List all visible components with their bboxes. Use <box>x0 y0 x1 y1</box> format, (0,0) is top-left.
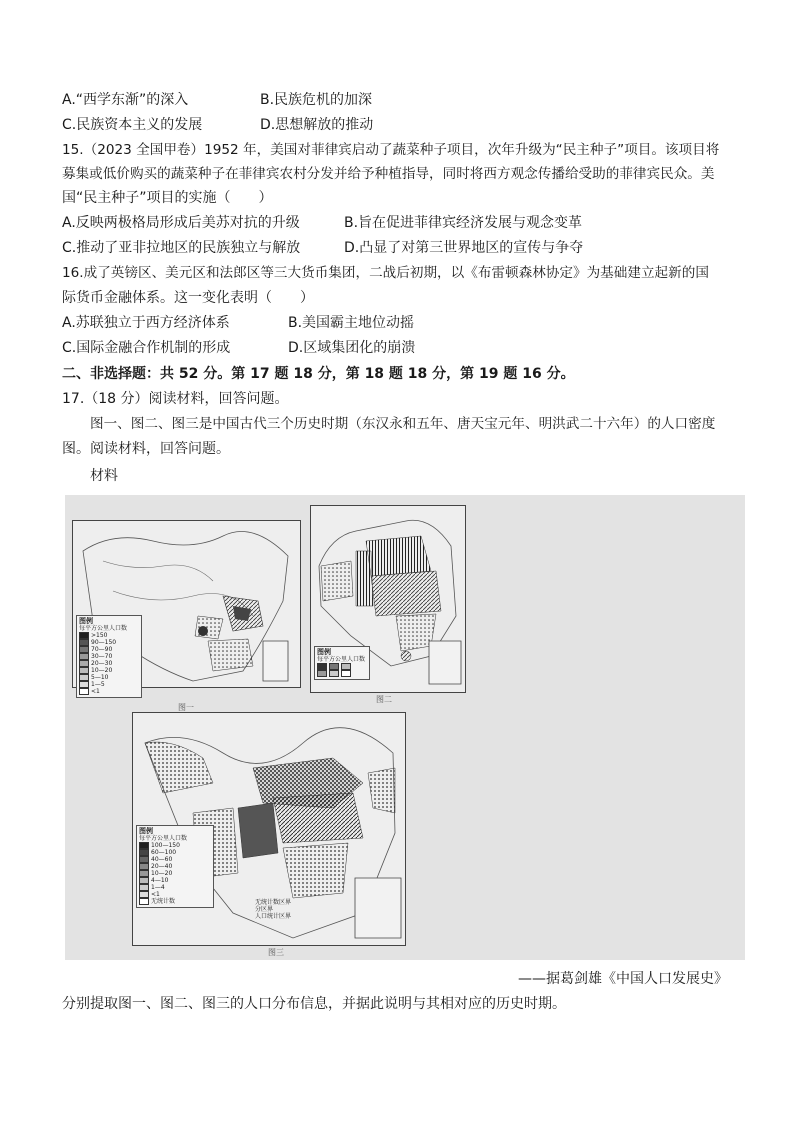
map-2-legend-title: 图例 <box>317 648 331 656</box>
legend-item: 30—70 <box>79 653 139 660</box>
q15-stem-line3: 国“民主种子”项目的实施（ ） <box>62 190 273 206</box>
legend-item: 10—20 <box>79 667 139 674</box>
legend-item: 4—10 <box>139 877 211 884</box>
map-figure-3 <box>132 712 406 946</box>
legend-swatch-row <box>317 663 367 670</box>
q15-option-d: D.凸显了对第三世界地区的宣传与争夺 <box>344 240 584 256</box>
map-3-legend <box>136 825 214 908</box>
map-1-legend-title: 图例 <box>79 617 93 625</box>
q15-stem-line2: 募集或低价购买的蔬菜种子在菲律宾农村分发并给予种植指导，同时将西方观念传播给受助的菲律宾民众。美 <box>62 166 715 182</box>
legend-boundary-item: 分区界 <box>255 906 274 913</box>
figure-2-caption: 图二 <box>376 695 392 704</box>
legend-item: 1—4 <box>139 884 211 891</box>
q16-option-d: D.区域集团化的崩溃 <box>288 340 416 356</box>
legend-item: 70—90 <box>79 646 139 653</box>
figure-1-caption: 图一 <box>178 703 194 712</box>
legend-item: 10—20 <box>139 870 211 877</box>
legend-boundary-item: 无统计数区界 <box>255 899 292 906</box>
legend-item: >150 <box>79 632 139 639</box>
legend-item: <1 <box>79 688 139 695</box>
map-figure-2 <box>310 505 466 693</box>
section2-title: 二、非选择题：共 52 分。第 17 题 18 分，第 18 题 18 分，第 19 题 16 分。 <box>62 366 575 382</box>
q14-option-c: C.民族资本主义的发展 <box>62 117 203 133</box>
source-citation: ——据葛剑雄《中国人口发展史》 <box>518 971 728 987</box>
q16-option-b: B.美国霸主地位动摇 <box>288 315 415 331</box>
legend-boundary-item: 人口统计区界 <box>255 913 292 920</box>
legend-item: 5—10 <box>79 674 139 681</box>
map-2-legend-subtitle: 每平方公里人口数 <box>317 656 366 663</box>
q17-intro: 17.（18 分）阅读材料，回答问题。 <box>62 391 289 407</box>
legend-item: 100—150 <box>139 842 211 849</box>
legend-item: 40—60 <box>139 856 211 863</box>
q17-question: 分别提取图一、图二、图三的人口分布信息，并据此说明与其相对应的历史时期。 <box>62 996 566 1012</box>
legend-item: 90—150 <box>79 639 139 646</box>
material-label: 材料 <box>90 468 118 484</box>
map-1-legend-subtitle: 每平方公里人口数 <box>79 625 128 632</box>
map-2-legend <box>314 646 370 680</box>
legend-swatch-row <box>317 670 367 677</box>
q14-option-a: A.“西学东渐”的深入 <box>62 92 189 108</box>
map-1-legend <box>76 615 142 698</box>
legend-item: <1 <box>139 891 211 898</box>
q16-stem-line2: 际货币金融体系。这一变化表明（ ） <box>62 290 314 306</box>
legend-item: 20—30 <box>79 660 139 667</box>
q15-stem-line1: 15.（2023 全国甲卷）1952 年，美国对菲律宾启动了蔬菜种子项目，次年升级为“民主种子”项目。该项目将 <box>62 142 720 158</box>
q17-desc-line2: 图。阅读材料，回答问题。 <box>62 441 230 457</box>
q14-option-d: D.思想解放的推动 <box>260 117 374 133</box>
legend-item: 1—5 <box>79 681 139 688</box>
map-3-legend-title: 图例 <box>139 827 153 835</box>
map-3-boundary-legend <box>253 897 347 922</box>
q14-option-b: B.民族危机的加深 <box>260 92 373 108</box>
map-figure-1 <box>72 520 301 695</box>
q15-option-a: A.反映两极格局形成后美苏对抗的升级 <box>62 215 300 231</box>
q15-option-b: B.旨在促进菲律宾经济发展与观念变革 <box>344 215 583 231</box>
q17-desc-line1: 图一、图二、图三是中国古代三个历史时期（东汉永和五年、唐天宝元年、明洪武二十六年）的人口密度 <box>90 416 716 432</box>
legend-item: 无统计数 <box>139 898 211 905</box>
figure-3-caption: 图三 <box>268 948 284 957</box>
q15-option-c: C.推动了亚非拉地区的民族独立与解放 <box>62 240 301 256</box>
map-3-legend-subtitle: 每平方公里人口数 <box>139 835 188 842</box>
legend-item: 20—40 <box>139 863 211 870</box>
legend-item: 60—100 <box>139 849 211 856</box>
q16-option-a: A.苏联独立于西方经济体系 <box>62 315 230 331</box>
q16-option-c: C.国际金融合作机制的形成 <box>62 340 231 356</box>
q16-stem-line1: 16.成了英镑区、美元区和法郎区等三大货币集团，二战后初期，以《布雷顿森林协定》为基础建立起新的国 <box>62 265 709 281</box>
